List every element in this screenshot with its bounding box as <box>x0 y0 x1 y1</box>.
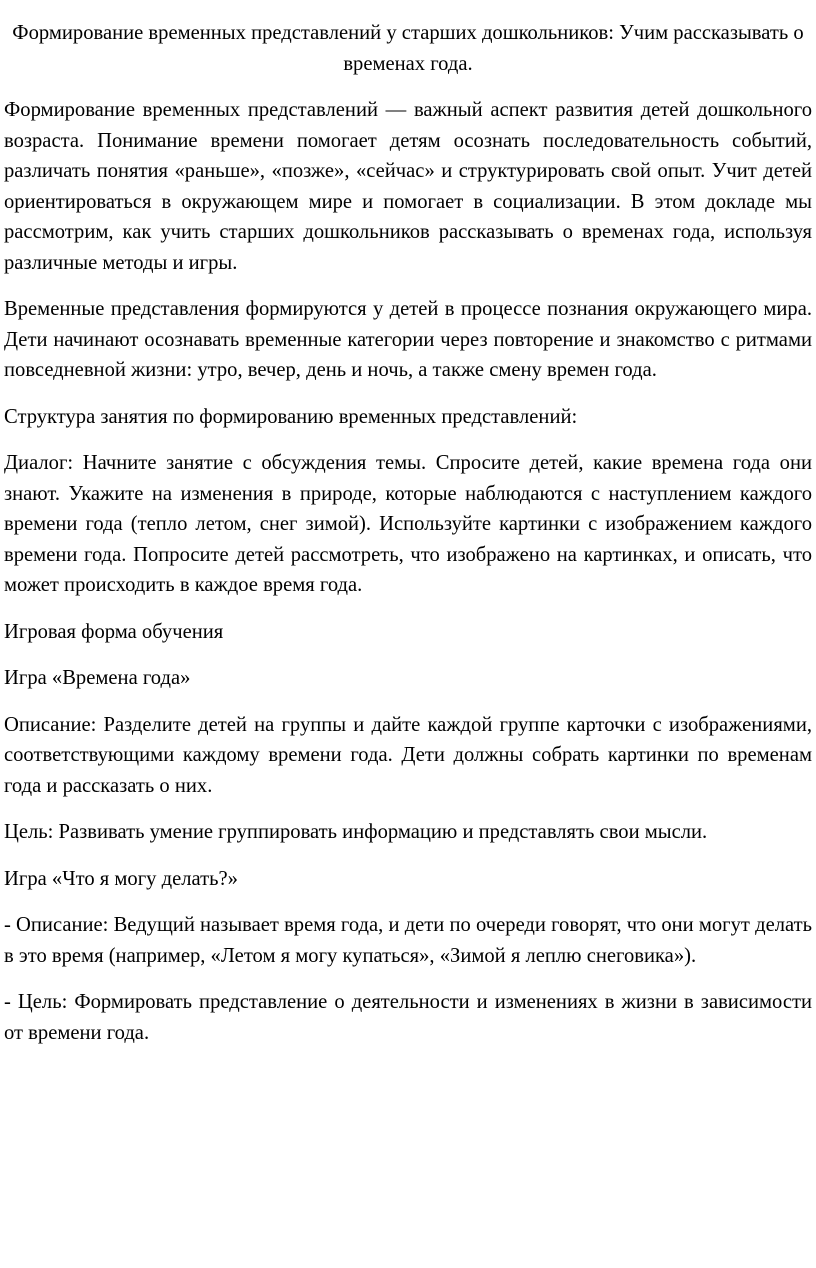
paragraph-game-what-can-i-do-description: - Описание: Ведущий называет время года, и дети по очереди говорят, что они могут делать в это время (например, «Летом я могу купаться», «Зимой я леплю снеговика»). <box>4 914 812 967</box>
paragraph-game-what-can-i-do-title: Игра «Что я могу делать?» <box>4 867 238 890</box>
paragraph-intro: Формирование временных представлений — важный аспект развития детей дошкольного возраста. Понимание времени помогает детям осознать последовательность событий, различать понятия «раньше», «позже», «сейчас» и структурировать свой опыт. Учит детей ориентироваться в окружающем мире и помогает в социализации. В этом докладе мы рассмотрим, как учить старших дошкольников рассказывать о временах года, используя различные методы и игры. <box>4 99 812 274</box>
paragraph-game-what-can-i-do-goal: - Цель: Формировать представление о деятельности и изменениях в жизни в зависимости от времени года. <box>4 991 812 1044</box>
paragraph-perception: Временные представления формируются у детей в процессе познания окружающего мира. Дети начинают осознавать временные категории через повторение и знакомство с ритмами повседневной жизни: утро, вечер, день и ночь, а также смену времен года. <box>4 298 812 381</box>
paragraph-game-seasons-title: Игра «Времена года» <box>4 667 191 689</box>
paragraph-structure-heading: Структура занятия по формированию временных представлений: <box>4 405 578 428</box>
paragraph-game-form: Игровая форма обучения <box>4 620 224 643</box>
paragraph-game-seasons-description: Описание: Разделите детей на группы и дайте каждой группе карточки с изображениями, соответствующими каждому времени года. Дети должны собрать картинки по временам года и рассказать о них. <box>4 713 812 797</box>
paragraph-game-seasons-goal: Цель: Развивать умение группировать информацию и представлять свои мысли. <box>4 821 708 843</box>
paragraph-dialog: Диалог: Начните занятие с обсуждения темы. Спросите детей, какие времена года они знают. Укажите на изменения в природе, которые наблюдаются с наступлением каждого времени года (тепло летом, снег зимой). Используйте картинки с изображением каждого времени года. Попросите детей рассмотреть, что изображено на картинках, и описать, что может происходить в каждое время года. <box>4 452 812 596</box>
document-title: Формирование временных представлений у старших дошкольников: Учим рассказывать о временах года. <box>12 22 804 75</box>
